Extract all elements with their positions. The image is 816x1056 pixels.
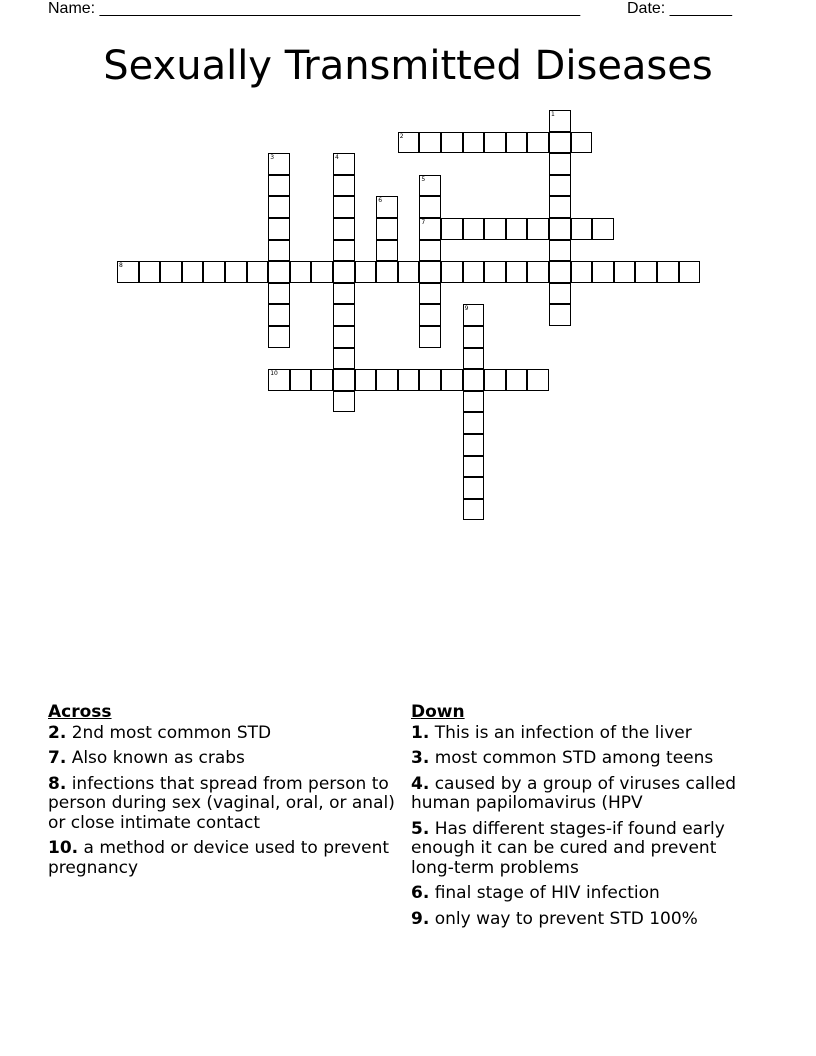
grid-cell[interactable] [333,326,355,348]
grid-cell[interactable] [571,218,593,240]
clue-text: caused by a group of viruses called human papilomavirus (HPV [411,773,736,813]
grid-cell[interactable] [463,132,485,154]
clue-down-9 [411,910,741,930]
grid-cell[interactable] [463,434,485,456]
grid-cell[interactable] [463,477,485,499]
grid-cell[interactable] [333,218,355,240]
clue-number: 4. [411,773,430,794]
grid-cell[interactable] [182,261,204,283]
grid-cell[interactable] [419,196,441,218]
grid-cell[interactable] [419,261,441,283]
clue-down-4 [411,775,741,814]
grid-cell[interactable] [333,240,355,262]
grid-cell[interactable] [225,261,247,283]
cell-number: 7 [421,219,426,226]
grid-cell[interactable] [311,261,333,283]
grid-cell[interactable] [117,261,139,283]
grid-cell[interactable] [376,218,398,240]
grid-cell[interactable] [506,261,528,283]
grid-cell[interactable] [484,218,506,240]
grid-cell[interactable] [484,132,506,154]
down-heading: Down [411,702,465,722]
grid-cell[interactable] [506,369,528,391]
grid-cell[interactable] [311,369,333,391]
grid-cell[interactable] [614,261,636,283]
grid-cell[interactable] [268,153,290,175]
grid-cell[interactable] [463,391,485,413]
name-field-label: Name: ______________________________________________________ [48,0,581,17]
grid-cell[interactable] [549,153,571,175]
grid-cell[interactable] [463,304,485,326]
grid-cell[interactable] [333,348,355,370]
grid-cell[interactable] [571,261,593,283]
grid-cell[interactable] [333,153,355,175]
clue-text: final stage of HIV infection [434,883,660,903]
grid-cell[interactable] [268,369,290,391]
clue-down-5 [411,820,741,879]
grid-cell[interactable] [203,261,225,283]
clue-number: 10. [48,838,79,858]
grid-cell[interactable] [592,261,614,283]
grid-cell[interactable] [463,348,485,370]
grid-cell[interactable] [376,240,398,262]
grid-cell[interactable] [290,261,312,283]
grid-cell[interactable] [419,175,441,197]
page-title: Sexually Transmitted Diseases [103,43,713,89]
across-clues [48,703,408,884]
grid-cell[interactable] [506,132,528,154]
grid-cell[interactable] [268,240,290,262]
grid-cell[interactable] [290,369,312,391]
cell-number: 8 [119,262,123,270]
grid-cell[interactable] [549,132,571,154]
grid-cell[interactable] [549,110,571,132]
clue-text: This is an infection of the liver [434,722,692,743]
grid-cell[interactable] [635,261,657,283]
grid-cell[interactable] [268,283,290,305]
clue-text: 2nd most common STD [71,722,272,743]
grid-cell[interactable] [355,261,377,283]
grid-cell[interactable] [549,196,571,218]
grid-cell[interactable] [463,456,485,478]
grid-cell[interactable] [549,175,571,197]
grid-cell[interactable] [463,499,485,521]
grid-cell[interactable] [549,240,571,262]
down-clues [411,703,741,935]
grid-cell[interactable] [355,369,377,391]
grid-cell[interactable] [268,326,290,348]
grid-cell[interactable] [268,218,290,240]
grid-cell[interactable] [376,261,398,283]
clue-down-3 [411,749,741,769]
cell-number: 4 [335,154,339,162]
cell-number: 1 [551,111,555,118]
grid-cell[interactable] [527,218,549,240]
grid-cell[interactable] [333,175,355,197]
grid-cell[interactable] [333,304,355,326]
grid-cell[interactable] [463,218,485,240]
grid-cell[interactable] [419,369,441,391]
grid-cell[interactable] [419,283,441,305]
clue-text: Has different stages-if found early enough it can be cured and prevent long-term problems [411,818,725,878]
grid-cell[interactable] [333,261,355,283]
grid-cell[interactable] [160,261,182,283]
grid-cell[interactable] [571,132,593,154]
grid-cell[interactable] [527,369,549,391]
clue-text: Also known as crabs [71,748,245,768]
grid-cell[interactable] [419,326,441,348]
grid-cell[interactable] [527,132,549,154]
grid-cell[interactable] [441,132,463,154]
date-field-label: Date: _______ [627,0,732,17]
grid-cell[interactable] [441,218,463,240]
grid-cell[interactable] [441,261,463,283]
clue-across-2 [48,724,408,744]
cell-number: 10 [270,370,278,378]
clue-text: only way to prevent STD 100% [434,908,698,929]
cell-number: 5 [421,175,426,183]
grid-cell[interactable] [398,261,420,283]
grid-cell[interactable] [333,391,355,413]
grid-cell[interactable] [398,132,420,154]
grid-cell[interactable] [527,261,549,283]
grid-cell[interactable] [549,261,571,283]
grid-cell[interactable] [268,261,290,283]
grid-cell[interactable] [268,304,290,326]
grid-cell[interactable] [506,218,528,240]
clue-text: a method or device used to prevent pregnancy [48,838,390,878]
grid-cell[interactable] [463,412,485,434]
clue-down-6 [411,884,741,904]
clue-number: 1. [411,722,430,743]
clue-number: 9. [411,908,430,929]
grid-cell[interactable] [549,218,571,240]
grid-cell[interactable] [333,369,355,391]
grid-cell[interactable] [592,218,614,240]
clue-number: 8. [48,773,67,794]
clue-text: infections that spread from person to person during sex (vaginal, oral, or anal) or close intimate contact [48,773,395,833]
clue-text: most common STD among teens [434,748,714,768]
grid-cell[interactable] [398,369,420,391]
clue-number: 7. [48,748,67,768]
grid-cell[interactable] [376,196,398,218]
grid-cell[interactable] [419,218,441,240]
grid-cell[interactable] [268,175,290,197]
grid-cell[interactable] [484,369,506,391]
grid-cell[interactable] [679,261,701,283]
clue-number: 5. [411,818,430,839]
grid-cell[interactable] [463,326,485,348]
grid-cell[interactable] [419,240,441,262]
grid-cell[interactable] [333,196,355,218]
grid-cell[interactable] [657,261,679,283]
grid-cell[interactable] [441,369,463,391]
grid-cell[interactable] [463,261,485,283]
grid-cell[interactable] [247,261,269,283]
clue-down-1 [411,724,741,744]
grid-cell[interactable] [419,132,441,154]
grid-cell[interactable] [139,261,161,283]
cell-number: 3 [270,154,275,162]
cell-number: 6 [378,197,383,205]
grid-cell[interactable] [376,369,398,391]
across-heading: Across [48,702,112,722]
grid-cell[interactable] [419,304,441,326]
grid-cell[interactable] [333,283,355,305]
clue-across-8 [48,775,408,834]
cell-number: 9 [464,305,469,313]
grid-cell[interactable] [549,283,571,305]
grid-cell[interactable] [549,304,571,326]
clue-number: 6. [411,883,430,903]
grid-cell[interactable] [463,369,485,391]
grid-cell[interactable] [268,196,290,218]
clue-number: 2. [48,722,67,743]
cell-number: 2 [399,132,404,140]
clue-across-7 [48,749,408,769]
grid-cell[interactable] [484,261,506,283]
clue-number: 3. [411,748,430,768]
clue-across-10 [48,839,408,878]
